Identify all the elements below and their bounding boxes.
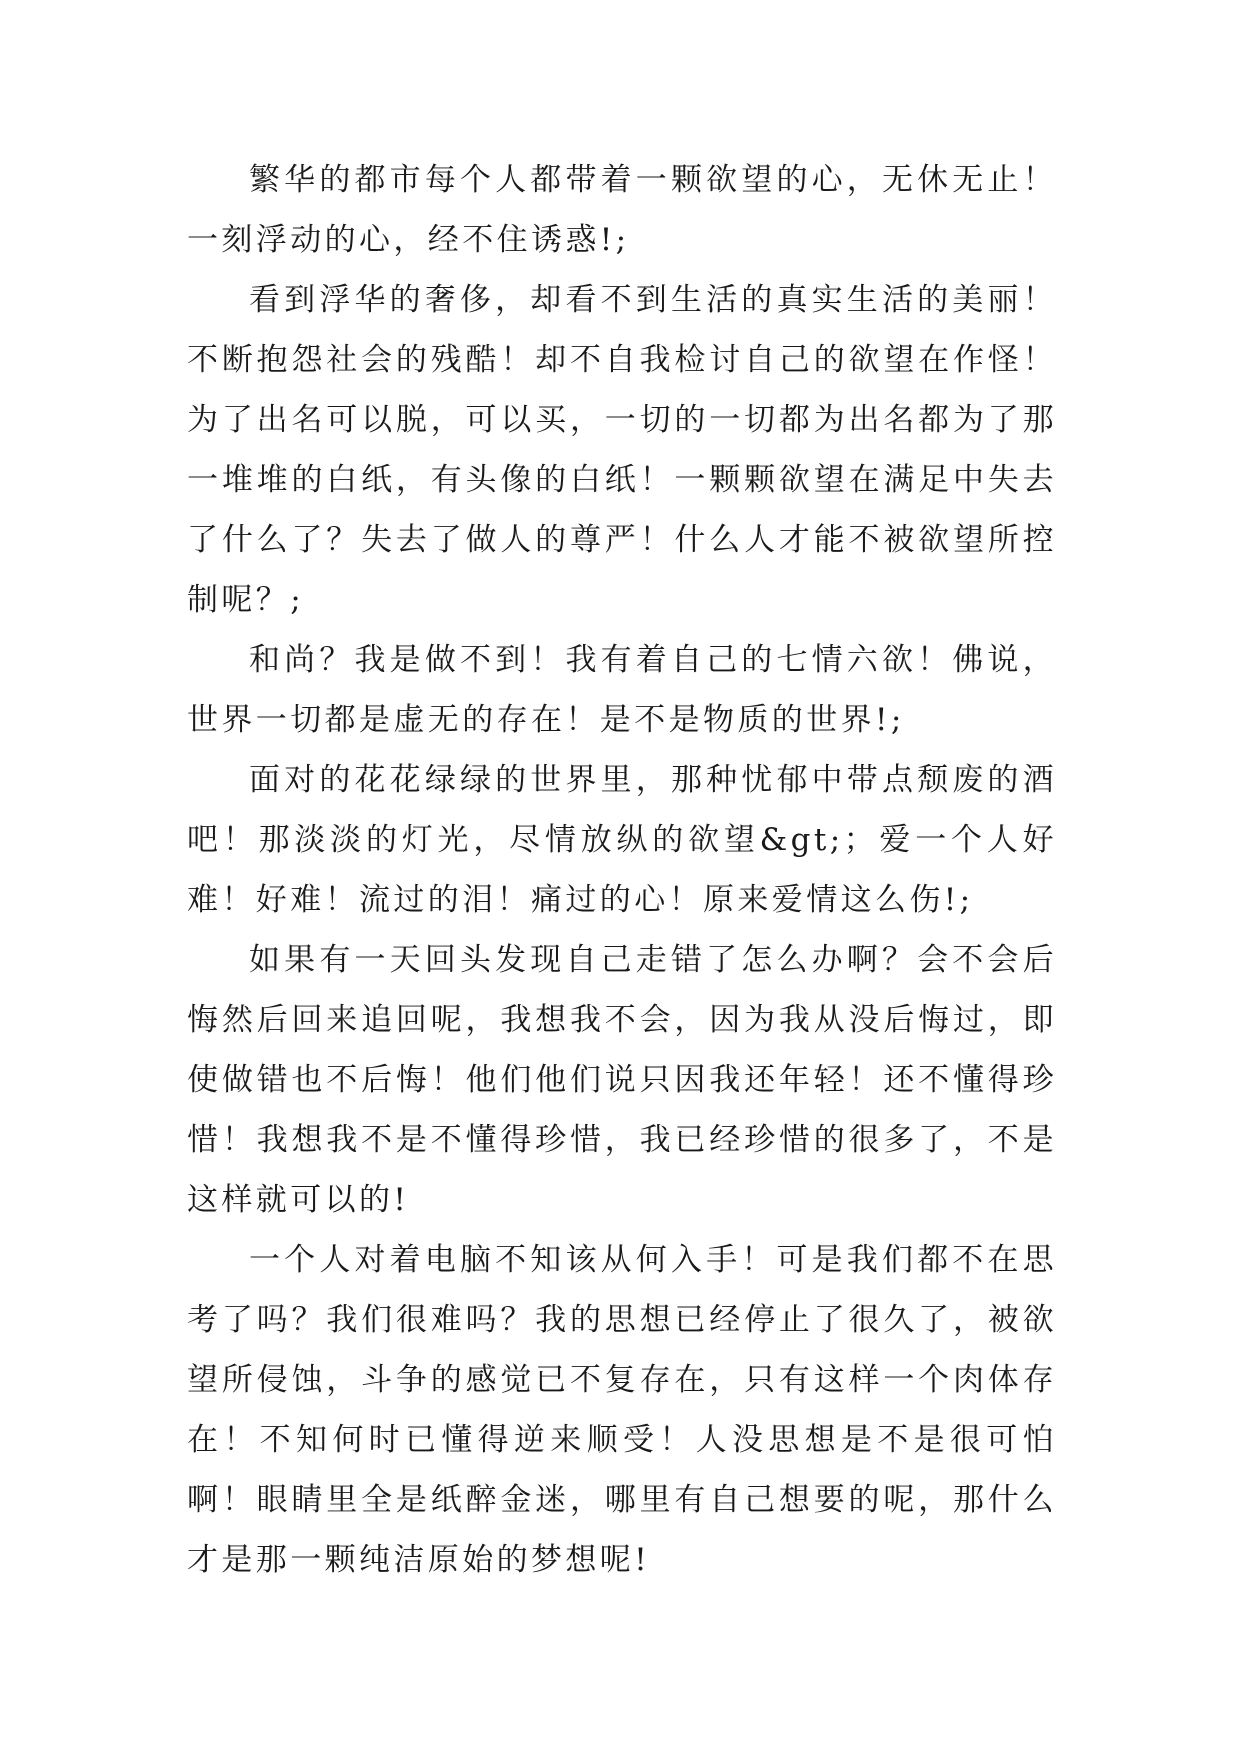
paragraph-2: 看到浮华的奢侈，却看不到生活的真实生活的美丽！不断抱怨社会的残酷！却不自我检讨自己的欲望在作怪！为了出名可以脱，可以买，一切的一切都为出名都为了那一堆堆的白纸，有头像的白纸！一颗颗欲望在满足中失去了什么了？失去了做人的尊严！什么人才能不被欲望所控制呢？; — [187, 282, 1057, 618]
paragraph-4: 面对的花花绿绿的世界里，那种忧郁中带点颓废的酒吧！那淡淡的灯光，尽情放纵的欲望&gt;；爱一个人好难！好难！流过的泪！痛过的心！原来爱情这么伤!; — [187, 762, 1057, 918]
paragraph-6: 一个人对着电脑不知该从何入手！可是我们都不在思考了吗？我们很难吗？我的思想已经停止了很久了，被欲望所侵蚀，斗争的感觉已不复存在，只有这样一个肉体存在！不知何时已懂得逆来顺受！人没思想是不是很可怕啊！眼睛里全是纸醉金迷，哪里有自己想要的呢，那什么才是那一颗纯洁原始的梦想呢! — [187, 1242, 1057, 1578]
document-body — [187, 150, 1057, 1590]
paragraph-5: 如果有一天回头发现自己走错了怎么办啊？会不会后悔然后回来追回呢，我想我不会，因为我从没后悔过，即使做错也不后悔！他们他们说只因我还年轻！还不懂得珍惜！我想我不是不懂得珍惜，我已经珍惜的很多了，不是这样就可以的! — [187, 942, 1057, 1218]
paragraph-1: 繁华的都市每个人都带着一颗欲望的心，无休无止！一刻浮动的心，经不住诱惑!; — [187, 162, 1057, 258]
paragraph-3: 和尚？我是做不到！我有着自己的七情六欲！佛说，世界一切都是虚无的存在！是不是物质的世界!; — [187, 642, 1057, 738]
